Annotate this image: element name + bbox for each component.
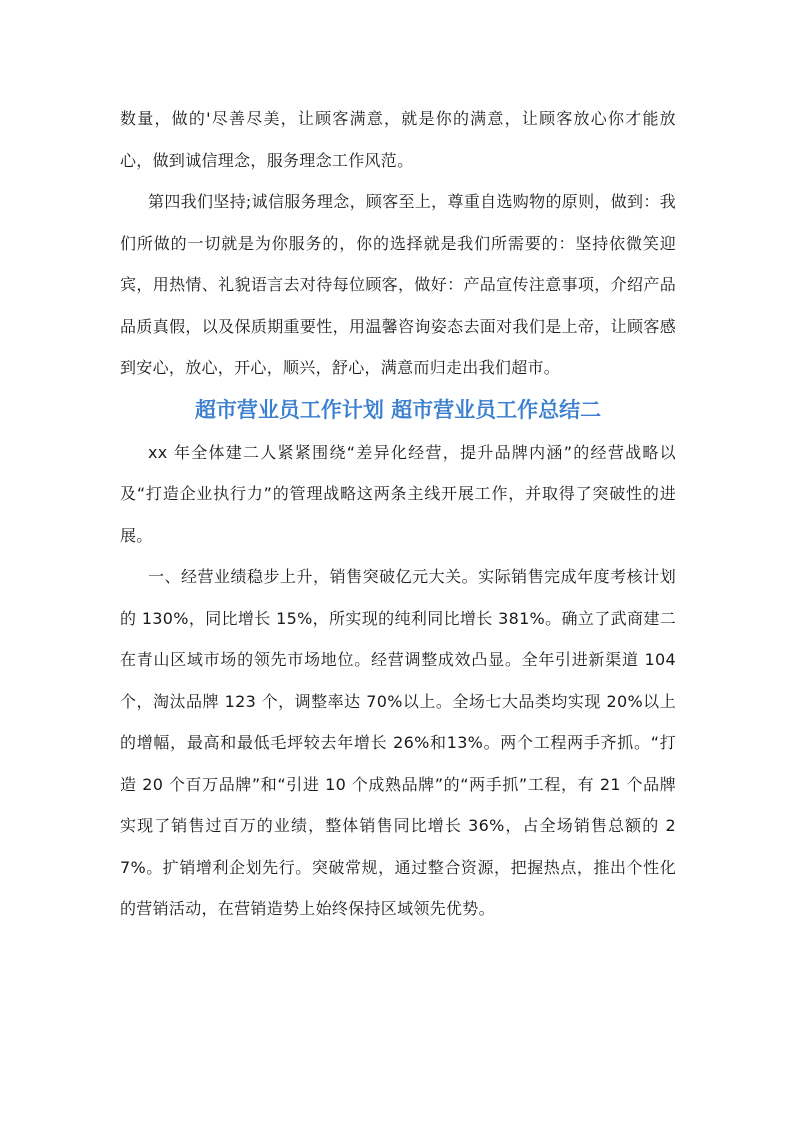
paragraph-continuation: 数量，做的'尽善尽美，让顾客满意，就是你的满意，让顾客放心你才能放心，做到诚信理念，服务理念工作风范。 [120,109,676,170]
paragraph-principle-four: 第四我们坚持;诚信服务理念，顾客至上，尊重自选购物的原则，做到：我们所做的一切就是为你服务的，你的选择就是我们所需要的：坚持依微笑迎宾，用热情、礼貌语言去对待每位顾客，做好：产品宣传注意事项，介绍产品品质真假，以及保质期重要性，用温馨咨询姿态去面对我们是上帝，让顾客感到安心，放心，开心，顺兴，舒心，满意而归走出我们超市。 [120,192,676,377]
paragraph-strategy: xx 年全体建二人紧紧围绕“差异化经营，提升品牌内涵”的经营战略以及“打造企业执行力”的管理战略这两条主线开展工作，并取得了突破性的进展。 [120,442,676,545]
section-heading: 超市营业员工作计划 超市营业员工作总结二 [194,397,602,422]
paragraph-performance: 一、经营业绩稳步上升，销售突破亿元大关。实际销售完成年度考核计划的 130%，同比增长 15%，所实现的纯利同比增长 381%。确立了武商建二在青山区域市场的领先市场地位。经营调整成效凸显。全年引进新渠道 104 个，淘汰品牌 123 个，调整率达 70%以上。全场七大品类均实现 20%以上的增幅，最高和最低毛坪较去年增长 26%和13%。两个工程两手齐抓。“打造 20 个百万品牌”和“引进 10 个成熟品牌”的“两手抓”工程，有 21 个品牌实现了销售过百万的业绩，整体销售同比增长 36%，占全场销售总额的 27%。扩销增利企划先行。突破常规，通过整合资源，把握热点，推出个性化的营销活动，在营销造势上始终保持区域领先优势。 [120,567,676,918]
document-body [120,98,676,930]
